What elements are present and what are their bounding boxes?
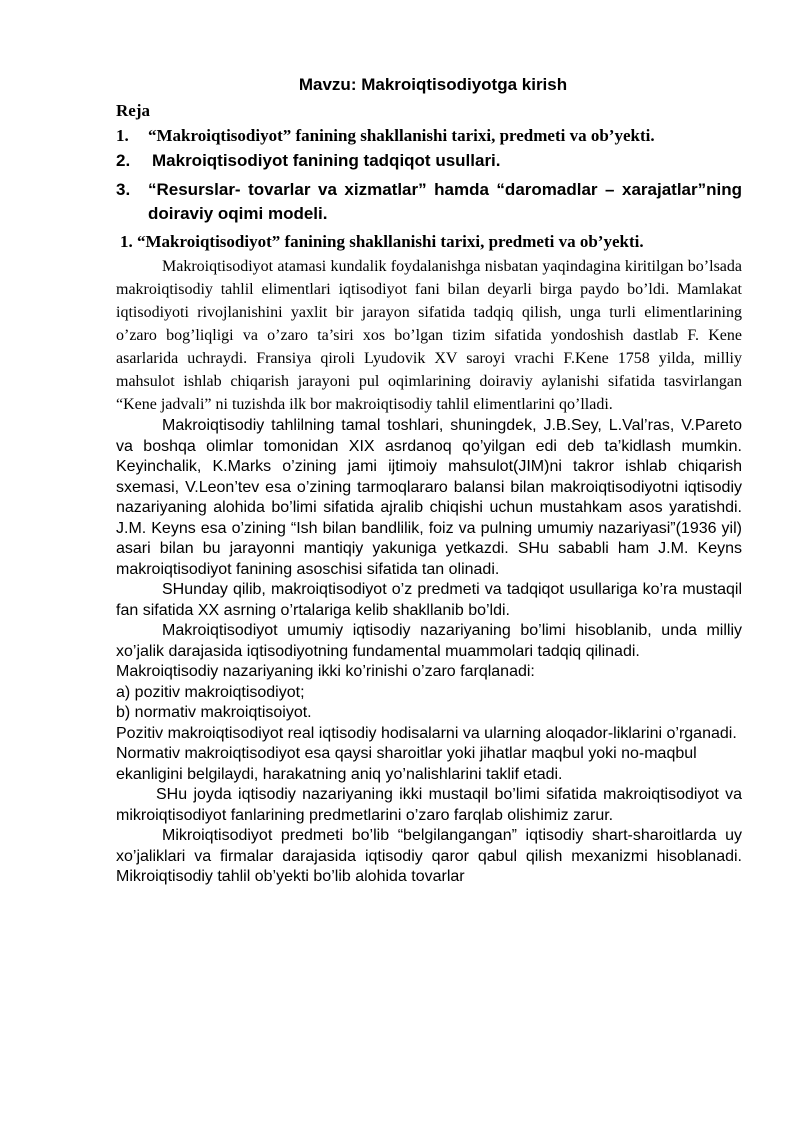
paragraph: Makroiqtisodiy tahlilning tamal toshlari, shuningdek, J.B.Sey, L.Val’ras, V.Pareto va boshqa olimlar tomonidan XIX asrdanoq qo’yilgan edi deb ta’kidlash mumkin. Keyinchalik, K.Marks o’zining jami ijtimoiy mahsulot(JIM)ni takror ishlab chiqarish sxemasi, V.Leon’tev esa o’zining tarmoqlararo balansi bilan makroiqtisodiyotni iqtisodiy nazariyaning alohida bo’limi sifatida ajralib chiqishi uchun mustahkam asos yaratishdi. J.M. Keyns esa o’zining “Ish bilan bandlilik, foiz va pulning umumiy nazariyasi”(1936 yil) asari bilan bu jarayonni mantiqiy yakuniga yetkazdi. SHu sababli ham J.M. Keyns makroiqtisodiyot fanining asoschisi sifatida tan olinadi. bbox=[116, 417, 742, 578]
plan-item-number: 1. bbox=[116, 126, 129, 145]
plan-item-2 bbox=[116, 149, 742, 173]
paragraph: Makroiqtisodiy nazariyaning ikki ko’rinishi o’zaro farqlanadi: bbox=[116, 663, 535, 680]
list-item: a) pozitiv makroiqtisodiyot; bbox=[116, 683, 305, 701]
plan-item-text: Makroiqtisodiyot fanining tadqiqot usullari. bbox=[152, 151, 501, 170]
plan-item-text: “Makroiqtisodiyot” fanining shakllanishi tarixi, predmeti va ob’yekti. bbox=[148, 126, 655, 145]
plan-item-1 bbox=[116, 125, 742, 147]
section-heading: 1. “Makroiqtisodiyot” fanining shakllanishi tarixi, predmeti va ob’yekti. bbox=[120, 232, 644, 251]
paragraph: SHunday qilib, makroiqtisodiyot o’z predmeti va tadqiqot usullariga ko’ra mustaqil fan sifatida XX asrning o’rtalariga kelib shakllanib bo’ldi. bbox=[116, 581, 742, 619]
document-title: Mavzu: Makroiqtisodiyotga kirish bbox=[298, 75, 568, 94]
paragraph: Makroiqtisodiyot umumiy iqtisodiy nazariyaning bo’limi hisoblanib, unda milliy xo’jalik darajasida iqtisodiyotning fundamental muammolari tadqiq qilinadi. bbox=[116, 622, 742, 660]
plan-item-number: 3. bbox=[116, 180, 131, 199]
plan-item-number: 2. bbox=[116, 151, 131, 170]
document-page bbox=[116, 74, 742, 888]
plan-item-3 bbox=[116, 178, 742, 226]
paragraph: Pozitiv makroiqtisodiyot real iqtisodiy hodisalarni va ularning aloqador-liklarini o’rganadi. bbox=[116, 724, 737, 742]
paragraph: Mikroiqtisodiyot predmeti bo’lib “belgilangangan” iqtisodiy shart-sharoitlarda uy xo’jaliklari va firmalar darajasida iqtisodiy qaror qabul qilish mexanizmi hisoblanadi. Mikroiqtisodiy tahlil ob’yekti bo’lib alohida tovarlar bbox=[116, 827, 742, 885]
paragraph: Makroiqtisodiyot atamasi kundalik foydalanishga nisbatan yaqindagina kiritilgan bo’lsada makroiqtisodiy tahlil elimentlari iqtisodiyot fani bilan deyarli birga paydo bo’ldi. Mamlakat iqtisodiyoti rivojlanishini yaxlit bir jarayon sifatida tadqiq qilish, unga turli elimentlarining o’zaro bog’liqligi va o’zaro ta’siri xos bo’lgan tizim sifatida yondoshish dastlab F. Kene asarlarida uchraydi. Fransiya qiroli Lyudovik XV saroyi vrachi F.Kene 1758 yilda, milliy mahsulot ishlab chiqarish jarayoni pul oqimlarining doiraviy aylanishi sifatida tasvirlangan “Kene jadvali” ni tuzishda ilk bor makroiqtisodiy tahlil elimentlarini qo’lladi. bbox=[116, 258, 742, 413]
paragraph: SHu joyda iqtisodiy nazariyaning ikki mustaqil bo’limi sifatida makroiqtisodiyot va mikroiqtisodiyot fanlarining predmetlarini o’zaro farqlab olishimiz zarur. bbox=[116, 786, 742, 824]
plan-item-text: “Resurslar- tovarlar va xizmatlar” hamda “daromadlar – xarajatlar”ning doiraviy oqimi modeli. bbox=[148, 180, 742, 223]
list-item: b) normativ makroiqtisoiyot. bbox=[116, 704, 312, 721]
plan-heading: Reja bbox=[116, 101, 150, 120]
paragraph: Normativ makroiqtisodiyot esa qaysi sharoitlar yoki jihatlar maqbul yoki no-maqbul ekanligini belgilaydi, harakatning aniq yo’nalishlarini taklif etadi. bbox=[116, 745, 697, 783]
